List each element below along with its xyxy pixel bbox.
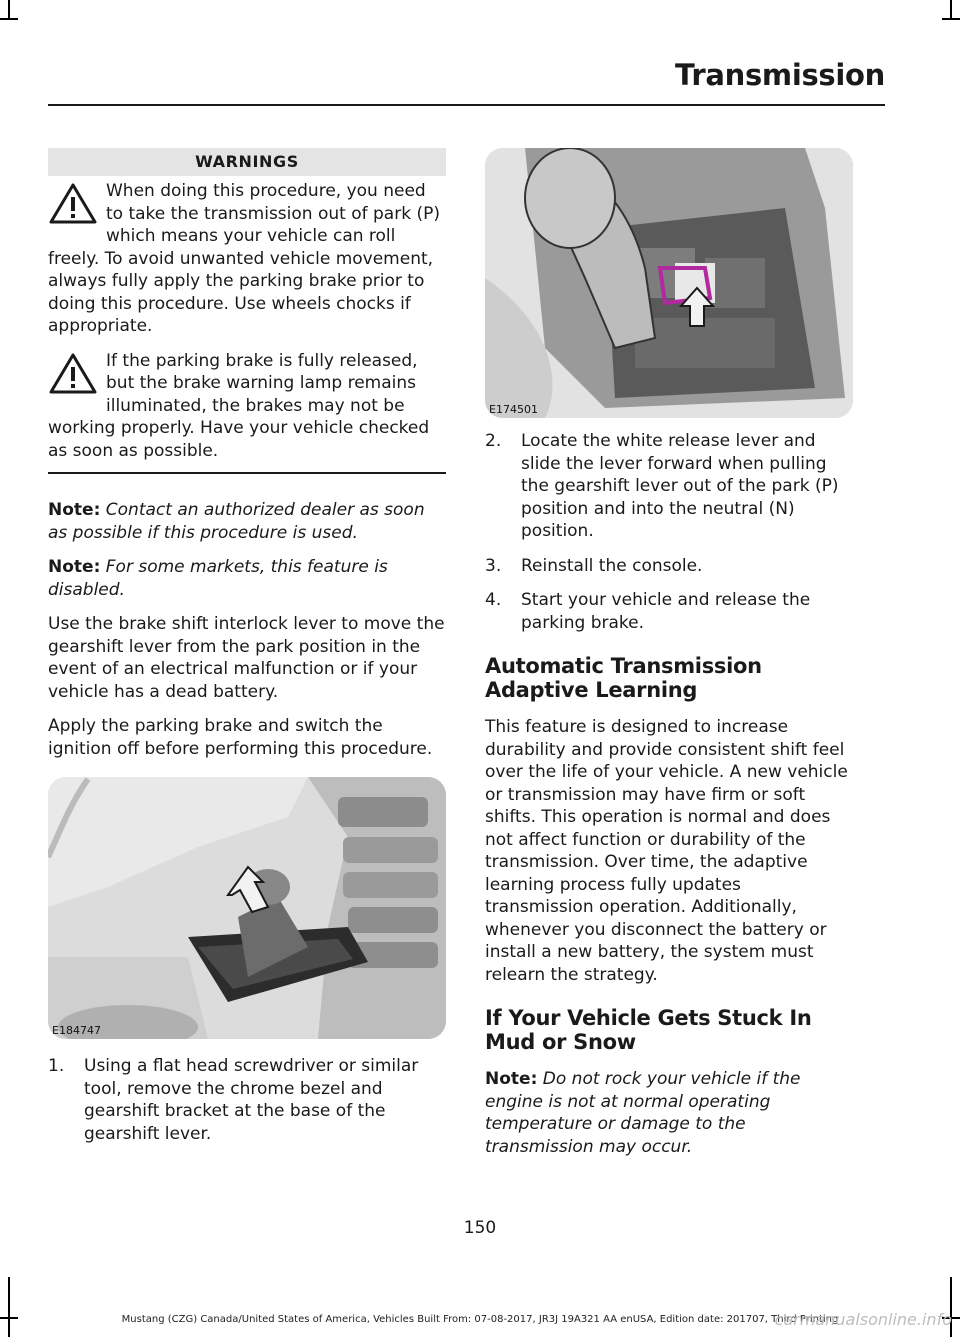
crop-mark — [942, 18, 960, 20]
note-text: Do not rock your vehicle if the engine is not at normal operating temperature or damage to the transmission may occur. — [485, 1069, 801, 1157]
header-divider — [48, 104, 885, 106]
note — [485, 1068, 853, 1158]
release-lever-illustration — [485, 148, 853, 418]
figure-release-lever — [485, 148, 853, 418]
watermark: carmanualsonline.info — [774, 1310, 952, 1329]
page-footer: Mustang (CZG) Canada/United States of America, Vehicles Built From: 07-08-2017, JR3J 19A321 AA enUSA, Edition date: 201707, Third Printing — [121, 1314, 839, 1325]
note-text: Contact an authorized dealer as soon as possible if this procedure is used. — [48, 500, 425, 543]
steps-list — [485, 430, 853, 634]
step-item — [485, 555, 853, 578]
paragraph: Apply the parking brake and switch the ignition off before performing this procedure. — [48, 716, 433, 759]
warning-item — [48, 350, 446, 463]
warning-triangle-icon — [48, 182, 98, 226]
warning-text: When doing this procedure, you need to take the transmission out of park (P) which means your vehicle can roll freely. To avoid unwanted vehicle movement, always fully apply the parking brake prior to doing this procedure. Use wheels chocks if appropriate. — [48, 181, 440, 336]
note-label: Note: — [485, 1069, 538, 1089]
note — [48, 556, 446, 601]
page-title: Transmission — [675, 58, 885, 92]
paragraph: Use the brake shift interlock lever to move the gearshift lever from the park position in the event of an electrical malfunction or if your vehicle has a dead battery. — [48, 614, 445, 702]
warnings-heading: WARNINGS — [48, 148, 446, 176]
console-illustration — [48, 777, 446, 1039]
warnings-block — [48, 180, 446, 462]
left-column — [48, 148, 446, 1145]
crop-mark — [950, 0, 952, 18]
step-text: Locate the white release lever and slide the lever forward when pulling the gearshift lever out of the park (P) position and into the neutral (N) position. — [521, 431, 839, 541]
note-label: Note: — [48, 500, 101, 520]
warning-item — [48, 180, 446, 338]
warning-text: If the parking brake is fully released, but the brake warning lamp remains illuminated, the brakes may not be working properly. Have your vehicle checked as soon as possible. — [48, 350, 430, 461]
note-text: For some markets, this feature is disabled. — [48, 557, 388, 600]
section-heading: Automatic Transmission Adaptive Learning — [485, 654, 762, 702]
section-heading: If Your Vehicle Gets Stuck In Mud or Snow — [485, 1006, 812, 1054]
crop-mark — [8, 0, 10, 18]
page-number: 150 — [463, 1218, 497, 1238]
step-text: Using a flat head screwdriver or similar tool, remove the chrome bezel and gearshift bracket at the base of the gearshift lever. — [84, 1056, 419, 1144]
step-item — [485, 430, 853, 543]
crop-mark — [8, 1277, 10, 1337]
right-column — [485, 148, 853, 1158]
note — [48, 499, 446, 544]
step-item — [485, 589, 853, 634]
step-text: Start your vehicle and release the parking brake. — [521, 590, 811, 633]
step-number: 4. — [485, 590, 502, 610]
step-text: Reinstall the console. — [521, 555, 703, 576]
crop-mark — [0, 18, 18, 20]
step-number: 1. — [48, 1056, 65, 1076]
step-item — [48, 1055, 446, 1145]
warning-triangle-icon — [48, 352, 98, 396]
step-number: 3. — [485, 555, 502, 576]
figure-code: E174501 — [489, 403, 538, 416]
note-label: Note: — [48, 557, 101, 577]
figure-console-bezel — [48, 777, 446, 1039]
section-body: This feature is designed to increase durability and provide consistent shift feel over the life of your vehicle. A new vehicle or transmission may have firm or soft shifts. This operation is normal and does not affect function or durability of the transmission. Over time, the adaptive learning process fully updates transmission operation. Additionally, whenever you disconnect the battery or install a new battery, the system must relearn the strategy. — [485, 717, 848, 985]
step-number: 2. — [485, 431, 502, 451]
warnings-divider — [48, 472, 446, 474]
steps-list — [48, 1055, 446, 1145]
figure-code: E184747 — [52, 1024, 101, 1037]
